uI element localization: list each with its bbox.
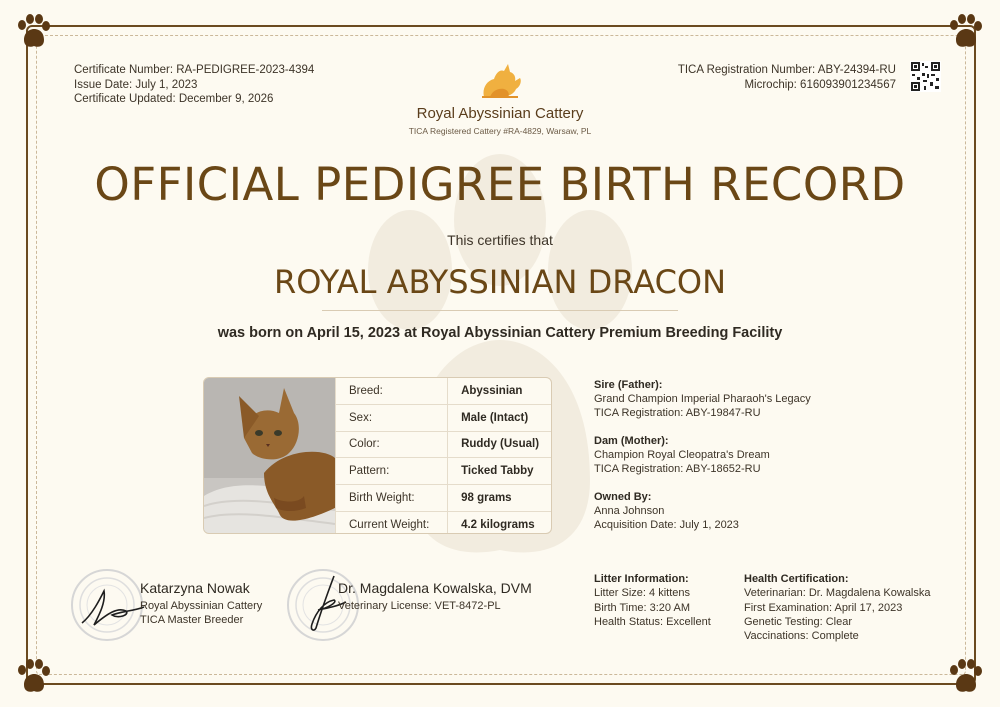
birth-time: Birth Time: 3:20 AM [594,601,690,614]
vet-license: Veterinary License: VET-8472-PL [338,599,501,612]
owner-heading: Owned By: [594,491,652,503]
sire-name: Grand Champion Imperial Pharaoh's Legacy [594,393,811,405]
table-row [336,511,552,534]
qr-code-icon [910,61,941,92]
certificate-number: Certificate Number: RA-PEDIGREE-2023-4394 [74,64,315,76]
litter-size: Litter Size: 4 kittens [594,587,690,600]
owner-name: Anna Johnson [594,505,665,517]
registration-meta [678,63,896,92]
table-row [336,378,552,404]
detail-label: Pattern: [336,458,448,485]
lineage-section [594,378,811,546]
breeder-name: Katarzyna Nowak [140,580,250,596]
health-certification [744,572,931,643]
detail-label: Color: [336,431,448,458]
cattery-subtitle: TICA Registered Cattery #RA-4829, Warsaw, PL [408,126,592,136]
breeder-line1: Royal Abyssinian Cattery [140,599,263,612]
table-row [336,431,552,458]
owner-block [594,490,811,532]
table-row [336,404,552,431]
litter-info [594,572,711,629]
health-vet: Veterinarian: Dr. Magdalena Kowalska [744,587,931,600]
signature-scribble [78,585,148,630]
litter-heading: Litter Information: [594,573,689,585]
health-status: Health Status: Excellent [594,615,711,628]
detail-value: 98 grams [448,485,551,512]
owner-acquisition: Acquisition Date: July 1, 2023 [594,519,739,531]
cat-photo [204,378,335,533]
vet-name: Dr. Magdalena Kowalska, DVM [338,580,532,596]
dam-registration: TICA Registration: ABY-18652-RU [594,463,761,475]
issue-date: Issue Date: July 1, 2023 [74,78,198,91]
birth-statement: was born on April 15, 2023 at Royal Abyssinian Cattery Premium Breeding Facility [217,325,783,341]
paw-icon [14,12,54,52]
certificate-meta [74,63,314,107]
genetic-testing: Genetic Testing: Clear [744,615,853,628]
dam-block [594,434,811,476]
dam-heading: Dam (Mother): [594,435,669,447]
table-row [336,458,552,485]
details-table [335,378,551,534]
vet-signature [338,581,532,613]
table-row [336,485,552,512]
certifies-text: This certifies that [447,232,553,248]
detail-label: Current Weight: [336,511,448,534]
sire-heading: Sire (Father): [594,379,663,391]
tica-registration: TICA Registration Number: ABY-24394-RU [677,64,896,76]
divider [322,310,678,311]
breeder-signature [140,581,262,628]
sire-registration: TICA Registration: ABY-19847-RU [594,407,761,419]
cat-name: ROYAL ABYSSINIAN DRACON [273,263,727,301]
paw-icon [14,657,54,697]
updated-date: Certificate Updated: December 9, 2026 [74,93,274,105]
detail-label: Breed: [336,378,448,404]
paw-icon [946,12,986,52]
cat-logo-icon [478,61,524,101]
detail-value: Ruddy (Usual) [448,431,551,458]
paw-icon [946,657,986,697]
microchip: Microchip: 616093901234567 [744,78,896,91]
detail-value: Ticked Tabby [448,458,551,485]
health-heading: Health Certification: [744,573,849,585]
dam-name: Champion Royal Cleopatra's Dream [594,449,770,461]
page-title: OFFICIAL PEDIGREE BIRTH RECORD [94,158,906,211]
detail-label: Birth Weight: [336,485,448,512]
detail-value: Male (Intact) [448,404,551,431]
first-exam: First Examination: April 17, 2023 [744,601,903,614]
cattery-name: Royal Abyssinian Cattery [416,105,584,122]
detail-label: Sex: [336,404,448,431]
vaccinations: Vaccinations: Complete [744,630,859,643]
cat-details-card [203,377,552,534]
detail-value: Abyssinian [448,378,551,404]
sire-block [594,378,811,420]
breeder-line2: TICA Master Breeder [140,614,244,626]
detail-value: 4.2 kilograms [448,511,551,534]
